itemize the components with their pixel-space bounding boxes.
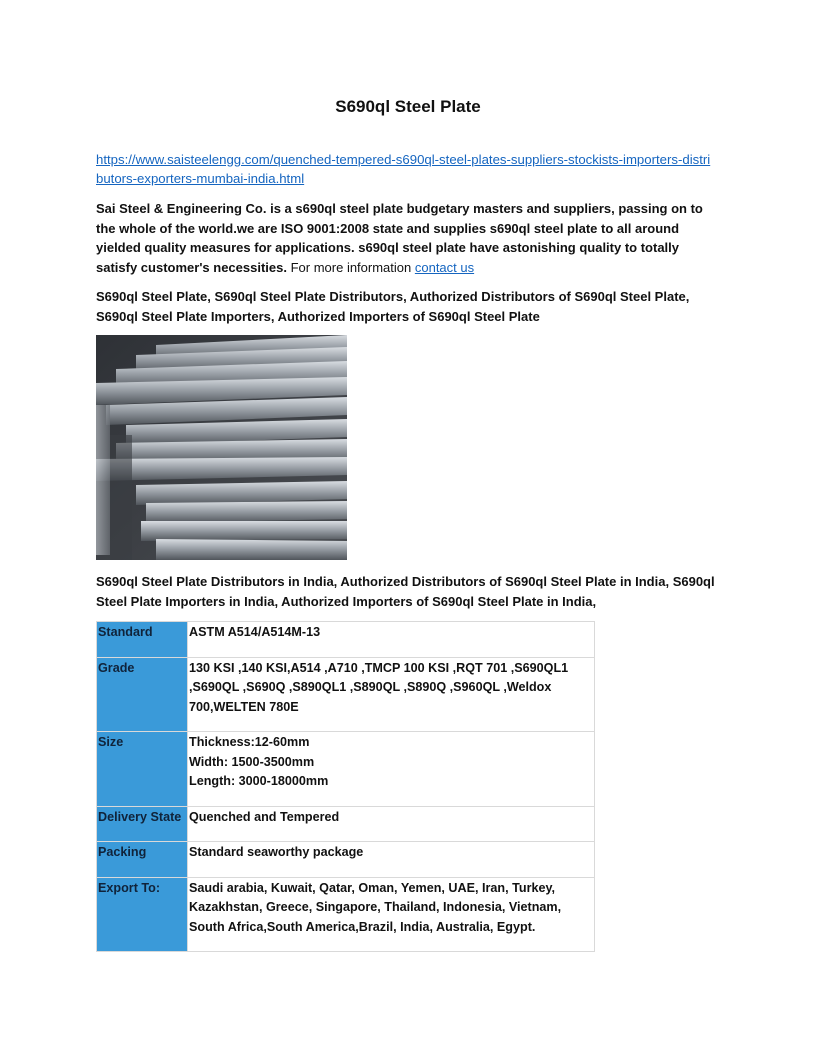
row-value-size: Thickness:12-60mm Width: 1500-3500mm Length: 3000-18000mm <box>188 732 595 807</box>
row-label-grade: Grade <box>97 657 188 732</box>
row-label-export-to: Export To: <box>97 877 188 952</box>
keywords-paragraph-1: S690ql Steel Plate, S690ql Steel Plate Distributors, Authorized Distributors of S690ql Steel Plate, S690ql Steel Plate Importers, Authorized Importers of S690ql Steel Plate <box>96 289 690 324</box>
row-label-packing: Packing <box>97 842 188 878</box>
row-label-size: Size <box>97 732 188 807</box>
row-value-standard: ASTM A514/A514M-13 <box>188 622 595 658</box>
keywords-paragraph-2: S690ql Steel Plate Distributors in India, Authorized Distributors of S690ql Steel Plate in India, S690ql Steel Plate Importers in India, Authorized Importers of S690ql Steel Plate in India, <box>96 574 715 609</box>
table-row <box>97 732 595 807</box>
row-label-delivery-state: Delivery State <box>97 806 188 842</box>
intro-plain-text: For more information <box>286 259 415 275</box>
table-row <box>97 657 595 732</box>
table-row <box>97 877 595 952</box>
table-row <box>97 806 595 842</box>
row-value-delivery-state: Quenched and Tempered <box>188 806 595 842</box>
contact-us-link[interactable]: contact us <box>414 259 475 275</box>
source-url-link[interactable]: https://www.saisteelengg.com/quenched-tempered-s690ql-steel-plates-suppliers-stockists-importers-distributors-exporters-mumbai-india.html <box>96 152 711 186</box>
table-row <box>97 622 595 658</box>
steel-plates-photo <box>96 335 347 560</box>
row-value-export-to: Saudi arabia, Kuwait, Qatar, Oman, Yemen, UAE, Iran, Turkey, Kazakhstan, Greece, Singapore, Thailand, Indonesia, Vietnam, South Africa,South America,Brazil, India, Australia, Egypt. <box>188 877 595 952</box>
row-value-packing: Standard seaworthy package <box>188 842 595 878</box>
page-title: S690ql Steel Plate <box>335 97 481 116</box>
row-value-grade: 130 KSI ,140 KSI,A514 ,A710 ,TMCP 100 KSI ,RQT 701 ,S690QL1 ,S690QL ,S690Q ,S890QL1 ,S890QL ,S890Q ,S960QL ,Weldox 700,WELTEN 780E <box>188 657 595 732</box>
row-label-standard: Standard <box>97 622 188 658</box>
intro-paragraph <box>96 199 720 277</box>
table-row <box>97 842 595 878</box>
specification-table <box>96 621 595 952</box>
intro-bold-text: Sai Steel & Engineering Co. is a s690ql steel plate budgetary masters and suppliers, passing on to the whole of the world.we are ISO 9001:2008 state and supplies s690ql steel plate to all around yielded quality measures for applications. s690ql steel plate have astonishing quality to totally satisfy customer's necessities. <box>96 201 703 275</box>
steel-plates-illustration <box>96 335 347 560</box>
